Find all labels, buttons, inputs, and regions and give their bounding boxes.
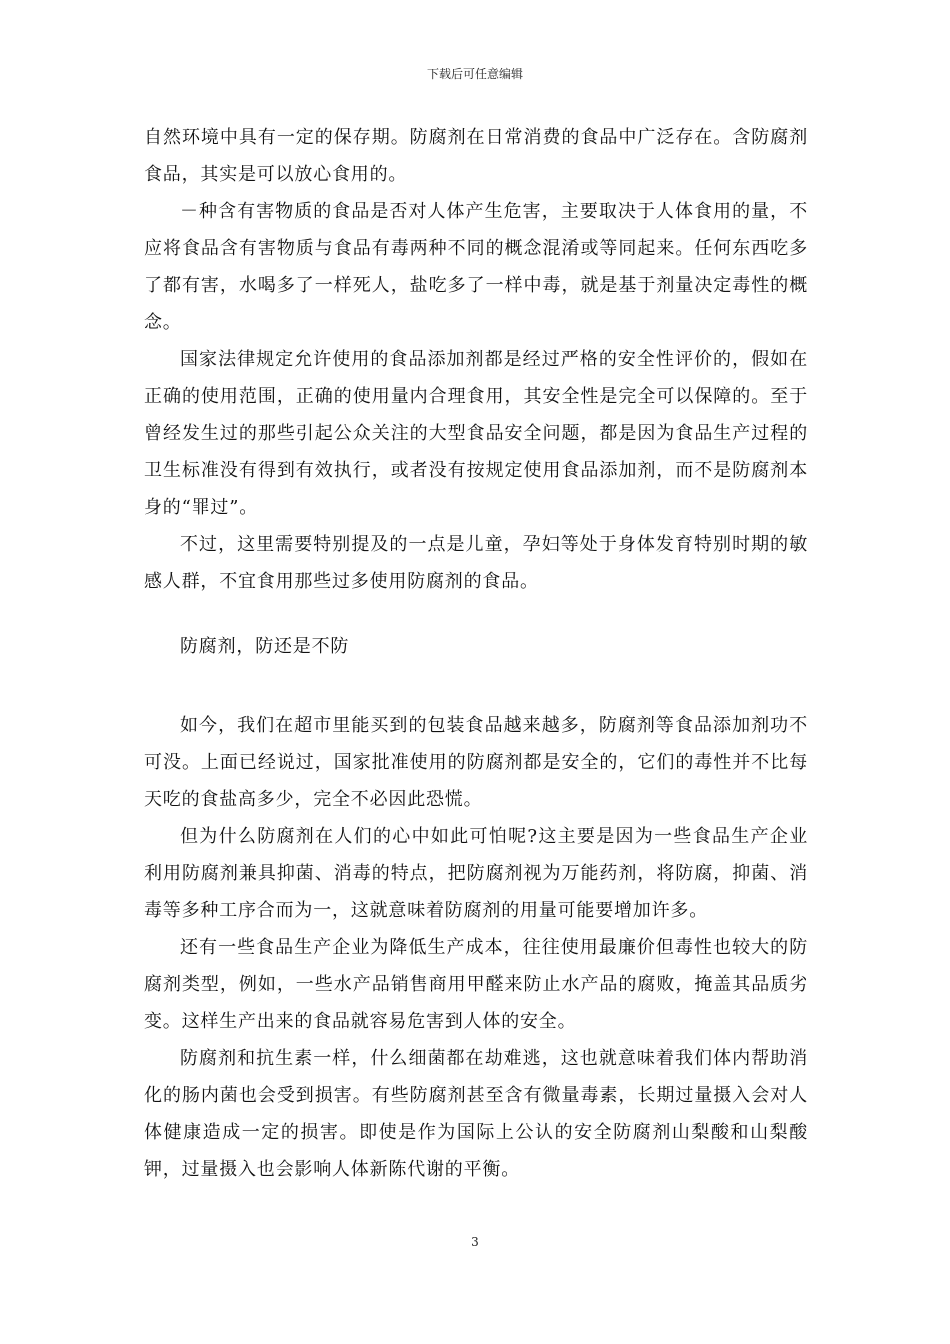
paragraph: －种含有害物质的食品是否对人体产生危害，主要取决于人体食用的量，不应将食品含有害物质与食品有毒两种不同的概念混淆或等同起来。任何东西吃多了都有害，水喝多了一样死人，盐吃多了一样中毒，就是基于剂量决定毒性的概念。 [144,201,808,333]
paragraph: 不过，这里需要特别提及的一点是儿童，孕妇等处于身体发育特别时期的敏感人群，不宜食用那些过多使用防腐剂的食品。 [144,534,808,592]
paragraph: 防腐剂和抗生素一样，什么细菌都在劫难逃，这也就意味着我们体内帮助消化的肠内菌也会受到损害。有些防腐剂甚至含有微量毒素，长期过量摄入会对人体健康造成一定的损害。即使是作为国际上公认的安全防腐剂山梨酸和山梨酸钾，过量摄入也会影响人体新陈代谢的平衡。 [144,1048,808,1180]
paragraph: 国家法律规定允许使用的食品添加剂都是经过严格的安全性评价的，假如在正确的使用范围，正确的使用量内合理食用，其安全性是完全可以保障的。至于曾经发生过的那些引起公众关注的大型食品安全问题，都是因为食品生产过程的卫生标准没有得到有效执行，或者没有按规定使用食品添加剂，而不是防腐剂本身的“罪过”。 [144,349,808,518]
page-header: 下载后可任意编辑 [426,67,523,81]
paragraph: 还有一些食品生产企业为降低生产成本，往往使用最廉价但毒性也较大的防腐剂类型，例如，一些水产品销售商用甲醛来防止水产品的腐败，掩盖其品质劣变。这样生产出来的食品就容易危害到人体的安全。 [144,937,808,1032]
paragraph: 如今，我们在超市里能买到的包装食品越来越多，防腐剂等食品添加剂功不可没。上面已经说过，国家批准使用的防腐剂都是安全的，它们的毒性并不比每天吃的食盐高多少，完全不必因此恐慌。 [144,715,808,810]
paragraph: 但为什么防腐剂在人们的心中如此可怕呢?这主要是因为一些食品生产企业利用防腐剂兼具抑菌、消毒的特点，把防腐剂视为万能药剂，将防腐，抑菌、消毒等多种工序合而为一，这就意味着防腐剂的用量可能要增加许多。 [144,826,808,921]
page-number: 3 [471,1235,479,1249]
paragraph-continued: 自然环境中具有一定的保存期。防腐剂在日常消费的食品中广泛存在。含防腐剂食品，其实是可以放心食用的。 [144,127,808,185]
section-heading: 防腐剂，防还是不防 [180,636,350,657]
document-body [144,119,808,1188]
